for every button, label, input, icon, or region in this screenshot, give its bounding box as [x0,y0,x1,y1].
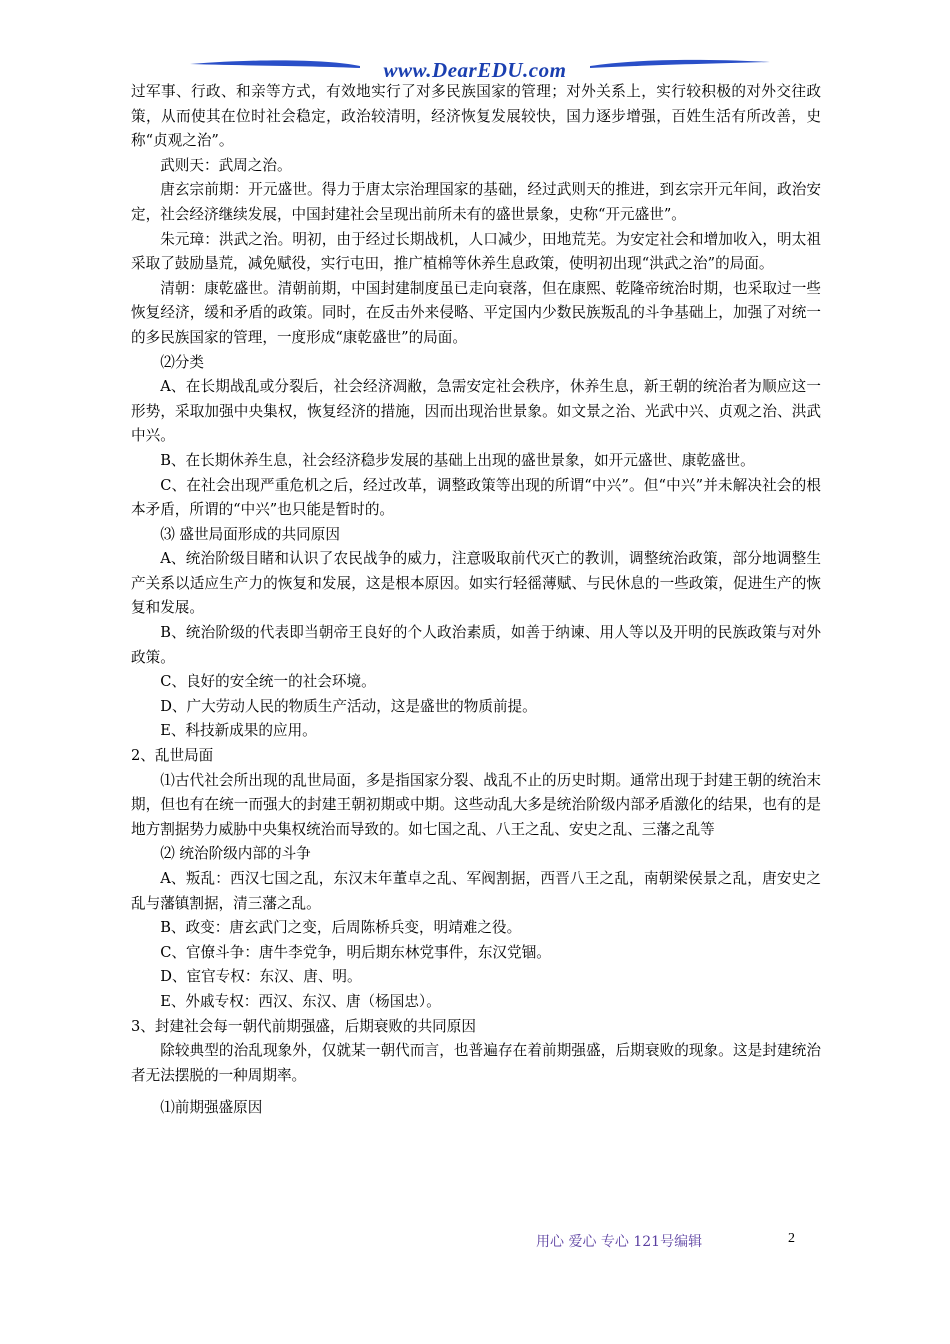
paragraph: 清朝：康乾盛世。清朝前期，中国封建制度虽已走向衰落，但在康熙、乾隆帝统治时期，也采取过一些恢复经济，缓和矛盾的政策。同时，在反击外来侵略、平定国内少数民族叛乱的斗争基础上，加强了对统一的多民族国家的管理，一度形成“康乾盛世”的局面。 [131,279,821,346]
paragraph: C、官僚斗争：唐牛李党争，明后期东林党事件，东汉党锢。 [160,943,551,961]
paragraph: 唐玄宗前期：开元盛世。得力于唐太宗治理国家的基础，经过武则天的推进，到玄宗开元年间，政治安定，社会经济继续发展，中国封建社会呈现出前所未有的盛世景象，史称“开元盛世”。 [131,181,821,223]
paragraph: ⑵分类 [160,353,204,371]
page-number: 2 [788,1231,795,1246]
paragraph: 3、封建社会每一朝代前期强盛，后期衰败的共同原因 [131,1017,476,1035]
paragraph: A、统治阶级目睹和认识了农民战争的威力，注意吸取前代灭亡的教训，调整统治政策，部分地调整生产关系以适应生产力的恢复和发展，这是根本原因。如实行轻徭薄赋、与民休息的一些政策，促进生产的恢复和发展。 [131,550,821,617]
paragraph: 朱元璋：洪武之治。明初，由于经过长期战机，人口减少，田地荒芜。为安定社会和增加收入，明太祖采取了鼓励垦荒，减免赋役，实行屯田，推广植棉等休养生息政策，使明初出现“洪武之治”的局面。 [131,230,821,273]
paragraph: B、政变：唐玄武门之变，后周陈桥兵变，明靖难之役。 [160,919,522,937]
site-brand: www.DearEDU.com [383,58,567,82]
paragraph: B、在长期休养生息，社会经济稳步发展的基础上出现的盛世景象，如开元盛世、康乾盛世。 [160,451,755,469]
paragraph: 武则天：武周之治。 [160,156,292,174]
paragraph: A、在长期战乱或分裂后，社会经济凋敝，急需安定社会秩序，休养生息，新王朝的统治者为顺应这一形势，采取加强中央集权，恢复经济的措施，因而出现治世景象。如文景之治、光武中兴、贞观之治、洪武中兴。 [131,378,821,445]
paragraph: 过军事、行政、和亲等方式，有效地实行了对多民族国家的管理；对外关系上，实行较积极的对外交往政策，从而使其在位时社会稳定，政治较清明，经济恢复发展较快，国力逐步增强，百姓生活有所改善，史称“贞观之治”。 [131,83,821,150]
paragraph: 除较典型的治乱现象外，仅就某一朝代而言，也普遍存在着前期强盛，后期衰败的现象。这是封建统治者无法摆脱的一种周期率。 [131,1042,821,1084]
paragraph: A、叛乱：西汉七国之乱，东汉末年董卓之乱、军阀割据，西晋八王之乱，南朝梁侯景之乱，唐安史之乱与藩镇割据，清三藩之乱。 [131,870,821,912]
paragraph: ⑴古代社会所出现的乱世局面，多是指国家分裂、战乱不止的历史时期。通常出现于封建王朝的统治末期，但也有在统一而强大的封建王朝初期或中期。这些动乱大多是统治阶级内部矛盾激化的结果，也有的是地方割据势力威胁中央集权统治而导致的。如七国之乱、八王之乱、安史之乱、三藩之乱等 [131,771,821,838]
footer-note: 用心 爱心 专心 121号编辑 [536,1234,703,1250]
paragraph: ⑵ 统治阶级内部的斗争 [160,845,311,863]
paragraph: ⑶ 盛世局面形成的共同原因 [160,525,340,543]
paragraph: C、良好的安全统一的社会环境。 [160,673,376,691]
paragraph: C、在社会出现严重危机之后，经过改革，调整政策等出现的所谓“中兴”。但“中兴”并未解决社会的根本矛盾，所谓的“中兴”也只能是暂时的。 [131,476,821,519]
paragraph: E、科技新成果的应用。 [160,722,317,740]
paragraph: D、宦官专权：东汉、唐、明。 [160,968,362,986]
paragraph: B、统治阶级的代表即当朝帝王良好的个人政治素质，如善于纳谏、用人等以及开明的民族政策与对外政策。 [131,624,821,666]
document-body [131,80,821,1121]
paragraph: D、广大劳动人民的物质生产活动，这是盛世的物质前提。 [160,697,537,715]
paragraph: 2、乱世局面 [131,747,214,765]
paragraph: ⑴前期强盛原因 [160,1099,263,1117]
paragraph: E、外戚专权：西汉、东汉、唐（杨国忠）。 [160,992,441,1010]
